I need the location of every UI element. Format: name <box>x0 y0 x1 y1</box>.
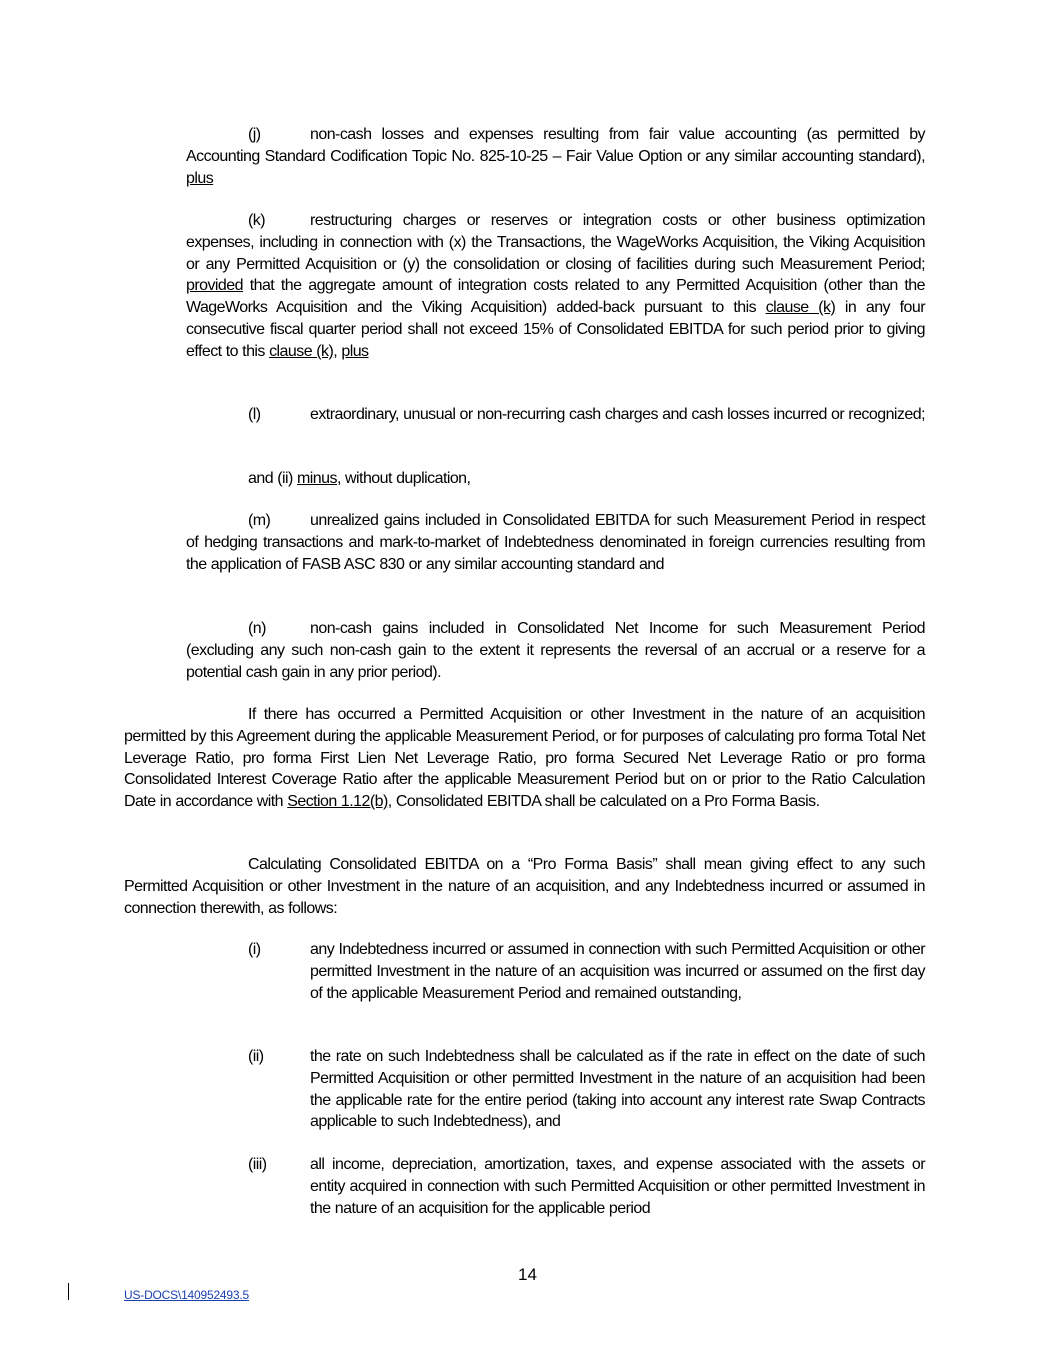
doc-id-link[interactable]: US-DOCS\140952493.5 <box>124 1288 249 1302</box>
change-bar <box>68 1283 69 1300</box>
clause-k-text3: in any four consecutive fiscal quarter period shall not exceed 15% of Consolidated EBITDA for such period prior to giving effect to this <box>186 299 925 360</box>
and-ii-text2: , without duplication, <box>336 470 471 487</box>
clause-k-plus: plus <box>341 342 369 360</box>
and-ii-text: and (ii) <box>248 470 293 487</box>
clause-m-text: unrealized gains included in Consolidated EBITDA for such Measurement Period in respect of hedging transactions and mark-to-market of Indebtedness denominated in foreign currencies resulting from the application of FASB ASC 830 or any similar accounting standard and <box>186 512 925 573</box>
clause-n <box>186 618 925 683</box>
clause-m <box>186 510 925 575</box>
clause-j-plus: plus <box>186 169 214 187</box>
clause-k-text1: restructuring charges or reserves or integration costs or other business optimization expenses, including in connection with (x) the Transactions, the WageWorks Acquisition, the Viking Acquisition or any Permitted Acquisition or (y) the consolidation or closing of facilities during such Measurement Period; <box>186 212 925 273</box>
clause-n-text: non-cash gains included in Consolidated Net Income for such Measurement Period (excluding any such non-cash gain to the extent it represents the reversal of an accrual or a reserve for a potential cash gain in any prior period). <box>186 620 925 681</box>
clause-m-label: (m) <box>248 512 271 529</box>
clause-k-ref-1: clause (k) <box>765 299 836 317</box>
minus-term: minus <box>297 470 337 487</box>
sub-item-i <box>248 939 925 1004</box>
clause-l-text: extraordinary, unusual or non-recurring cash charges and cash losses incurred or recognized; <box>310 406 925 423</box>
sub-item-iii <box>248 1154 925 1219</box>
clause-l-label: (l) <box>248 406 261 423</box>
clause-j-label: (j) <box>248 126 261 143</box>
sub-item-ii <box>248 1046 925 1133</box>
and-ii-minus <box>186 468 925 490</box>
clause-j-text: non-cash losses and expenses resulting from fair value accounting (as permitted by Accounting Standard Codification Topic No. 825-10-25 – Fair Value Option or any similar accounting standard), <box>186 126 925 165</box>
clause-k-text2: that the aggregate amount of integration costs related to any Permitted Acquisition (other than the WageWorks Acquisition and the Viking Acquisition) added-back pursuant to this <box>186 277 925 317</box>
calculating-text: Calculating Consolidated EBITDA on a “Pro Forma Basis” shall mean giving effect to any such Permitted Acquisition or other Investment in the nature of an acquisition, and any Indebtedness incurred or assumed in connection therewith, as follows: <box>124 856 925 917</box>
sub-item-ii-text: the rate on such Indebtedness shall be calculated as if the rate in effect on the date of such Permitted Acquisition or other permitted Investment in the nature of an acquisition had been the applicable rate for the entire period (taking into account any interest rate Swap Contracts applicable to such Indebtedness), and <box>310 1048 925 1131</box>
page-number: 14 <box>518 1265 537 1284</box>
sub-item-iii-text: all income, depreciation, amortization, taxes, and expense associated with the assets or entity acquired in connection with such Permitted Acquisition or other permitted Investment in the nature of an acquisition for the applicable period <box>310 1156 925 1217</box>
clause-n-label: (n) <box>248 620 266 637</box>
clause-k-ref-2: clause (k) <box>269 342 334 360</box>
calculating-paragraph <box>124 854 925 919</box>
sub-item-i-text: any Indebtedness incurred or assumed in connection with such Permitted Acquisition or other permitted Investment in the nature of an acquisition was incurred or assumed on the first day of the applicable Measurement Period and remained outstanding, <box>310 941 925 1002</box>
provided-term: provided <box>186 277 243 295</box>
pro-forma-text1: If there has occurred a Permitted Acquisition or other Investment in the nature of an acquisition permitted by this Agreement during the applicable Measurement Period, or for purposes of calculating pro forma Total Net Leverage Ratio, pro forma First Lien Net Leverage Ratio, pro forma Secured Net Leverage Ratio or pro forma Consolidated Interest Coverage Ratio after the applicable Measurement Period but on or prior to the Ratio Calculation Date in accordance with <box>124 706 925 811</box>
clause-k-label: (k) <box>248 212 266 229</box>
pro-forma-text2: , Consolidated EBITDA shall be calculated on a Pro Forma Basis. <box>387 793 820 811</box>
clause-l <box>186 404 925 426</box>
section-ref: Section 1.12(b) <box>287 793 388 811</box>
sub-item-iii-label: (iii) <box>248 1156 267 1173</box>
pro-forma-paragraph <box>124 704 925 813</box>
clause-k: (k) restructuring charges or reserves or integration costs or other business optimization expenses, including in connection with (x) the Transactions, the WageWorks Acquisition, the Viking Acquisition or any Permitted Acquisition or (y) the consolidation or closing of facilities during such Measurement Period; provided that the aggregate amount of integration costs related to any Permitted Acquisition (other than the WageWorks Acquisition and the Viking Acquisition) added-back pursuant to this clause (k) in any four consecutive fiscal quarter period shall not exceed 15% of Consolidated EBITDA for such period prior to giving effect to this clause (k), plus <box>186 212 925 360</box>
sub-item-i-label: (i) <box>248 941 261 958</box>
clause-j <box>186 124 925 189</box>
sub-item-ii-label: (ii) <box>248 1048 264 1065</box>
